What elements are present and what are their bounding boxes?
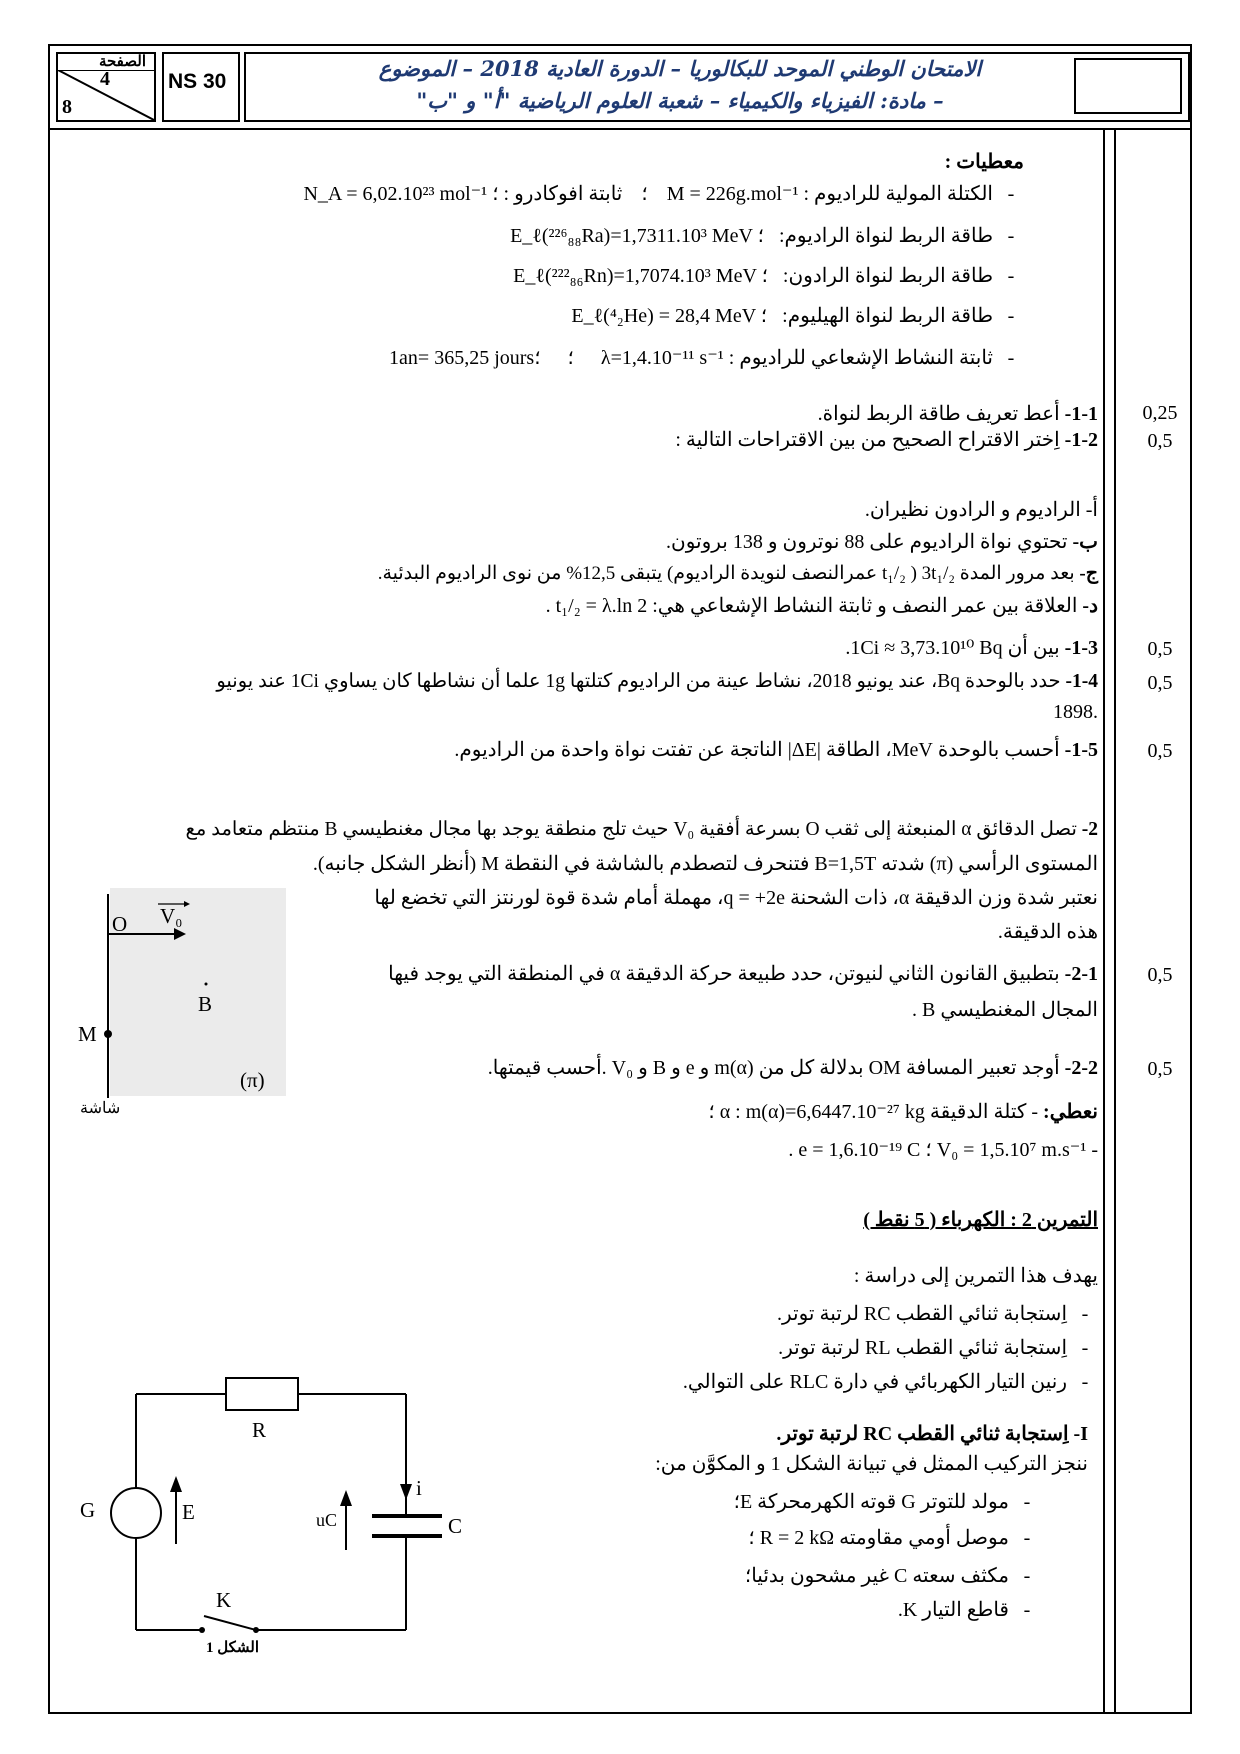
component-4: - قاطع التيار K. <box>897 1599 1031 1621</box>
exercise-2-item-2: - اِستجابة ثنائي القطب RL لرتبة توتر. <box>778 1337 1089 1359</box>
q2-2-mark: 0,5 <box>1147 1058 1173 1080</box>
q1-3-mark: 0,5 <box>1147 638 1173 660</box>
q2-intro-1: 2- تصل الدقائق α المنبعثة إلى ثقب O بسرعة أفقية V₀ حيث تلج منطقة يوجد بها مجال مغنطيسي B منتظم متعامد مع <box>185 819 1098 840</box>
circuit-label-i: i <box>416 1476 422 1500</box>
given-2: - V₀ = 1,5.10⁷ m.s⁻¹ ؛ e = 1,6.10⁻¹⁹ C . <box>788 1139 1098 1161</box>
label-V0: V₀ <box>160 904 183 928</box>
circuit-label-uC: uC <box>316 1510 338 1530</box>
page-number-box <box>56 52 156 122</box>
frame-right <box>1190 44 1192 1714</box>
label-O: O <box>112 912 128 936</box>
exercise-2-item-1: - اِستجابة ثنائي القطب RC لرتبة توتر. <box>776 1303 1089 1325</box>
label-screen: شاشة <box>80 1100 121 1117</box>
q2-1-mark: 0,5 <box>1147 964 1173 986</box>
header-title-line1: الامتحان الوطني الموحد للبكالوريا – الدورة العادية 2018 – الموضوع <box>378 56 982 81</box>
margin-line-right <box>1114 130 1116 1712</box>
page-total: 8 <box>62 96 72 118</box>
q1-3: 1-3- بين أن 1Ci ≈ 3,73.10¹⁰ Bq. <box>845 637 1098 659</box>
q1-5: 1-5- أحسب بالوحدة MeV، الطاقة |ΔE| الناتجة عن تفتت نواة واحدة من الراديوم. <box>454 739 1098 761</box>
q2-1-cont: المجال المغنطيسي B . <box>912 999 1098 1021</box>
frame-left <box>48 44 50 1714</box>
q1-2: 1-2- اِختر الاقتراح الصحيح من بين الاقتراحات التالية : <box>675 429 1098 451</box>
q2-intro-4: هذه الدقيقة. <box>997 921 1098 943</box>
data-line-3: - طاقة الربط لنواة الرادون: E_ℓ(²²²₈₆Rn)=1,7074.10³ MeV ؛ <box>513 265 1015 287</box>
component-3: - مكثف سعته C غير مشحون بدئيا؛ <box>744 1565 1031 1587</box>
part-1-title: I- اِستجابة ثنائي القطب RC لرتبة توتر. <box>776 1423 1088 1445</box>
circuit-lines <box>80 1360 500 1660</box>
circuit-label-C: C <box>448 1514 463 1538</box>
q2-intro-3: نعتبر شدة وزن الدقيقة α، ذات الشحنة q = +2e، مهملة أمام شدة قوة لورنتز التي تخضع لها <box>374 887 1098 909</box>
circuit-label-R: R <box>252 1418 267 1442</box>
exercise-2-title: التمرين 2 : الكهرباء ( 5 نقط ) <box>863 1209 1098 1231</box>
q1-2-mark: 0,5 <box>1147 430 1173 452</box>
given-1: نعطي: - كتلة الدقيقة α : m(α)=6,6447.10⁻²⁷ kg ؛ <box>708 1101 1098 1123</box>
frame-bottom <box>48 1712 1192 1714</box>
option-b: ب- تحتوي نواة الراديوم على 88 نوترون و 138 بروتون. <box>666 531 1098 553</box>
q1-4: 1-4- حدد بالوحدة Bq، عند يونيو 2018، نشاط عينة من الراديوم كتلتها 1g علما أن نشاطها كان يساوي 1Ci عند يونيو <box>216 671 1098 692</box>
exercise-2-intro: يهدف هذا التمرين إلى دراسة : <box>853 1265 1098 1287</box>
data-heading: معطيات : <box>944 151 1024 173</box>
q1-1: 1-1- أعط تعريف طاقة الربط لنواة. <box>817 403 1098 425</box>
component-1: - مولد للتوتر G قوته الكهرمحركة E؛ <box>733 1491 1031 1513</box>
option-c: ج- بعد مرور المدة 3t₁/₂ ( t₁/₂ عمرالنصف لنويدة الراديوم) يتبقى 12,5% من نوى الراديوم البدئية. <box>377 563 1098 584</box>
circuit-label-G: G <box>80 1498 96 1522</box>
data-line-4: - طاقة الربط لنواة الهيليوم: E_ℓ(⁴₂He) = 28,4 MeV ؛ <box>571 305 1015 327</box>
circuit-figure <box>80 1360 500 1660</box>
q1-5-mark: 0,5 <box>1147 740 1173 762</box>
header-title-line2: – مادة: الفيزياء والكيمياء – شعبة العلوم الرياضية "أ" و "ب" <box>416 88 944 113</box>
page-num: 4 <box>100 68 110 90</box>
q2-1: 2-1- بتطبيق القانون الثاني لنيوتن، حدد طبيعة حركة الدقيقة α في المنطقة التي يوجد فيها <box>388 963 1098 985</box>
part-1-intro: ننجز التركيب الممثل في تبيانة الشكل 1 و المكوَّن من: <box>655 1453 1088 1475</box>
circuit-caption: الشكل 1 <box>206 1640 260 1656</box>
option-d: د- العلاقة بين عمر النصف و ثابتة النشاط الإشعاعي هي: t₁/₂ = λ.ln 2 . <box>545 595 1098 617</box>
q2-2: 2-2- أوجد تعبير المسافة OM بدلالة كل من m(α) و e و B و V₀ .أحسب قيمتها. <box>487 1057 1098 1079</box>
option-a: أ- الراديوم و الرادون نظيران. <box>864 499 1098 521</box>
exam-code: NS 30 <box>168 70 227 93</box>
frame-top <box>48 44 1192 46</box>
label-M: M <box>78 1022 97 1046</box>
component-2: - موصل أومي مقاومته R = 2 kΩ ؛ <box>748 1527 1031 1549</box>
data-line-5: - ثابتة النشاط الإشعاعي للراديوم : λ=1,4.10⁻¹¹ s⁻¹ ؛ 1an= 365,25 jours؛ <box>389 347 1015 369</box>
q1-1-mark: 0,25 <box>1142 402 1178 424</box>
label-B: B <box>198 992 213 1016</box>
exercise-2-item-3: - رنين التيار الكهربائي في دارة RLC على التوالي. <box>682 1371 1089 1393</box>
data-line-1: - الكتلة المولية للراديوم : M = 226g.mol⁻¹ ؛ ثابتة افوكادرو : N_A = 6,02.10²³ mol⁻¹ ؛ <box>303 183 1015 205</box>
page-label: الصفحة <box>98 54 146 70</box>
magnet-figure <box>70 888 290 1118</box>
circuit-label-K: K <box>216 1588 232 1612</box>
q2-intro-2: المستوى الرأسي (π) شدته B=1,5T فتنحرف لتصطدم بالشاشة في النقطة M (أنظر الشكل جانبه). <box>312 853 1098 875</box>
data-line-2: - طاقة الربط لنواة الراديوم: E_ℓ(²²⁶₈₈Ra)=1,7311.10³ MeV ؛ <box>510 225 1015 247</box>
q1-4-cont: .1898 <box>1053 701 1098 723</box>
exam-code-box <box>162 52 240 122</box>
margin-line-left <box>1103 130 1105 1712</box>
label-pi: (π) <box>240 1068 265 1092</box>
candidate-box <box>1074 58 1182 114</box>
q1-4-mark: 0,5 <box>1147 672 1173 694</box>
header-bottom-line <box>48 128 1192 130</box>
circuit-label-E: E <box>182 1500 195 1524</box>
